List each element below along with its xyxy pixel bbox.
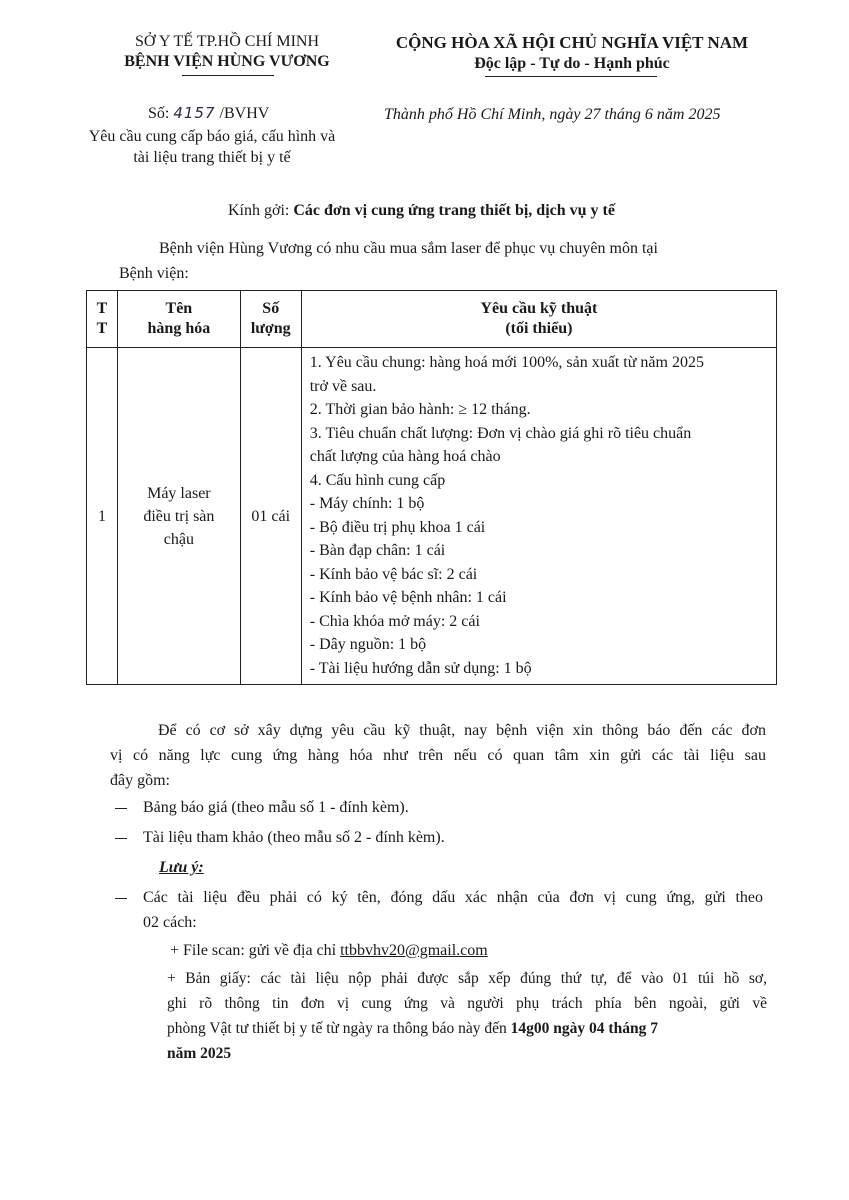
paper-line-1: + Bản giấy: các tài liệu nộp phải được sắp xếp đúng thứ tự, để vào 01 túi hồ sơ, <box>167 970 767 987</box>
submission-line-2: 02 cách: <box>143 914 197 931</box>
submission-line-1: Các tài liệu đều phải có ký tên, đóng dấu xác nhận của đơn vị cung ứng, gửi theo <box>143 889 763 906</box>
row-quantity: 01 cái <box>240 348 301 685</box>
header-quantity <box>240 291 301 348</box>
header-req-line-2: (tối thiểu) <box>505 320 573 337</box>
document-number-handwritten: 4157 <box>173 104 216 122</box>
requirement-line: chất lượng của hàng hoá chào <box>309 448 501 465</box>
recipient-label: Kính gởi: <box>228 202 290 219</box>
requirement-line: - Máy chính: 1 bộ <box>309 495 425 512</box>
header-qty-line-2: lượng <box>250 320 291 337</box>
hospital-name: BỆNH VIỆN HÙNG VƯƠNG <box>124 53 330 70</box>
header-technical-requirements <box>301 291 776 348</box>
request-line-2: vị có năng lực cung ứng hàng hóa như trên nếu có quan tâm xin gửi các tài liệu sau <box>110 747 766 764</box>
issuing-authority <box>86 32 368 72</box>
subject-line-1: Yêu cầu cung cấp báo giá, cấu hình và <box>88 128 336 145</box>
header-qty-line-1: Số <box>262 300 280 317</box>
request-line-3: đây gồm: <box>110 772 170 789</box>
table-header-row <box>87 291 777 348</box>
header-tt <box>87 291 118 348</box>
document-number-suffix: /BVHV <box>219 105 270 122</box>
paper-line-3 <box>167 1016 767 1041</box>
document-number-prefix: Số: <box>148 105 170 122</box>
row-tt: 1 <box>87 348 118 685</box>
requirement-line: - Kính bảo vệ bệnh nhân: 1 cái <box>309 589 507 606</box>
department-name: SỞ Y TẾ TP.HỒ CHÍ MINH <box>134 33 319 50</box>
requirement-line: 4. Cấu hình cung cấp <box>309 471 446 489</box>
request-paragraph <box>110 718 766 793</box>
country-name: CỘNG HÒA XÃ HỘI CHỦ NGHĨA VIỆT NAM <box>395 33 749 52</box>
deadline-year: năm 2025 <box>167 1045 232 1062</box>
requirement-line: 3. Tiêu chuẩn chất lượng: Đơn vị chào giá ghi rõ tiêu chuẩn <box>309 424 692 442</box>
note-label: Lưu ý: <box>159 859 204 876</box>
bullet-submission <box>143 885 763 935</box>
header-name-line-2: hàng hóa <box>147 320 211 337</box>
intro-line-1: Bệnh viện Hùng Vương có nhu cầu mua sắm laser để phục vụ chuyên môn tại <box>159 240 658 257</box>
requirement-line: - Dây nguồn: 1 bộ <box>309 636 427 653</box>
document-subject <box>56 126 368 168</box>
item-name-line-2: điều trị sàn <box>143 507 215 525</box>
intro-paragraph <box>119 236 779 286</box>
requirement-line: - Kính bảo vệ bác sĩ: 2 cái <box>309 565 478 583</box>
requirement-line: - Tài liệu hướng dẫn sử dụng: 1 bộ <box>309 659 532 677</box>
bullet-reference-docs: Tài liệu tham khảo (theo mẫu số 2 - đính kèm). <box>143 829 445 846</box>
requirement-line: trở về sau. <box>309 377 377 395</box>
bullet-dash <box>115 838 127 839</box>
paper-line-2: ghi rõ thông tin đơn vị cung ứng và người phụ trách phía bên ngoài, gửi về <box>167 995 767 1012</box>
header-item-name <box>117 291 240 348</box>
motto: Độc lập - Tự do - Hạnh phúc <box>474 55 670 72</box>
row-item-name <box>117 348 240 685</box>
request-line-1: Để có cơ sở xây dựng yêu cầu kỹ thuật, nay bệnh viện xin thông báo đến các đơn <box>158 722 766 739</box>
requirement-line: - Chìa khóa mở máy: 2 cái <box>309 612 480 630</box>
item-name-line-1: Máy laser <box>147 484 211 502</box>
scan-instruction <box>170 938 488 963</box>
requirement-line: 1. Yêu cầu chung: hàng hoá mới 100%, sản xuất từ năm 2025 <box>309 354 704 371</box>
paper-instruction <box>167 966 767 1066</box>
table-row <box>87 348 777 685</box>
header-tt-line-1: T <box>96 300 108 317</box>
header-tt-line-2: T <box>96 320 108 337</box>
row-requirements <box>301 348 776 685</box>
bullet-dash <box>115 808 127 809</box>
motto-underline <box>485 76 657 77</box>
subject-line-2: tài liệu trang thiết bị y tế <box>133 149 291 166</box>
intro-line-2: Bệnh viện: <box>119 265 189 282</box>
header-req-line-1: Yêu cầu kỹ thuật <box>480 300 598 317</box>
header-name-line-1: Tên <box>165 300 193 317</box>
bullet-price-quote: Bảng báo giá (theo mẫu số 1 - đính kèm). <box>143 799 409 816</box>
deadline-text: 14g00 ngày 04 tháng 7 <box>510 1020 658 1037</box>
bullet-dash <box>115 898 127 899</box>
scan-email-link[interactable]: ttbbvhv20@gmail.com <box>340 942 488 959</box>
equipment-spec-table <box>86 290 777 685</box>
hospital-name-underline <box>182 75 274 76</box>
requirement-line: 2. Thời gian bảo hành: ≥ 12 tháng. <box>309 401 531 418</box>
requirement-line: - Bộ điều trị phụ khoa 1 cái <box>309 518 486 536</box>
national-motto <box>370 32 774 74</box>
item-name-line-3: chậu <box>163 530 194 548</box>
recipient-name: Các đơn vị cung ứng trang thiết bị, dịch vụ y tế <box>293 202 615 219</box>
recipient <box>228 200 615 222</box>
document-number <box>148 103 269 124</box>
date-line: Thành phố Hồ Chí Minh, ngày 27 tháng 6 năm 2025 <box>384 106 721 123</box>
scan-prefix: + File scan: gửi về địa chỉ <box>170 942 341 959</box>
requirement-line: - Bàn đạp chân: 1 cái <box>309 542 446 559</box>
paper-line-3-text: phòng Vật tư thiết bị y tế từ ngày ra thông báo này đến <box>167 1020 511 1037</box>
